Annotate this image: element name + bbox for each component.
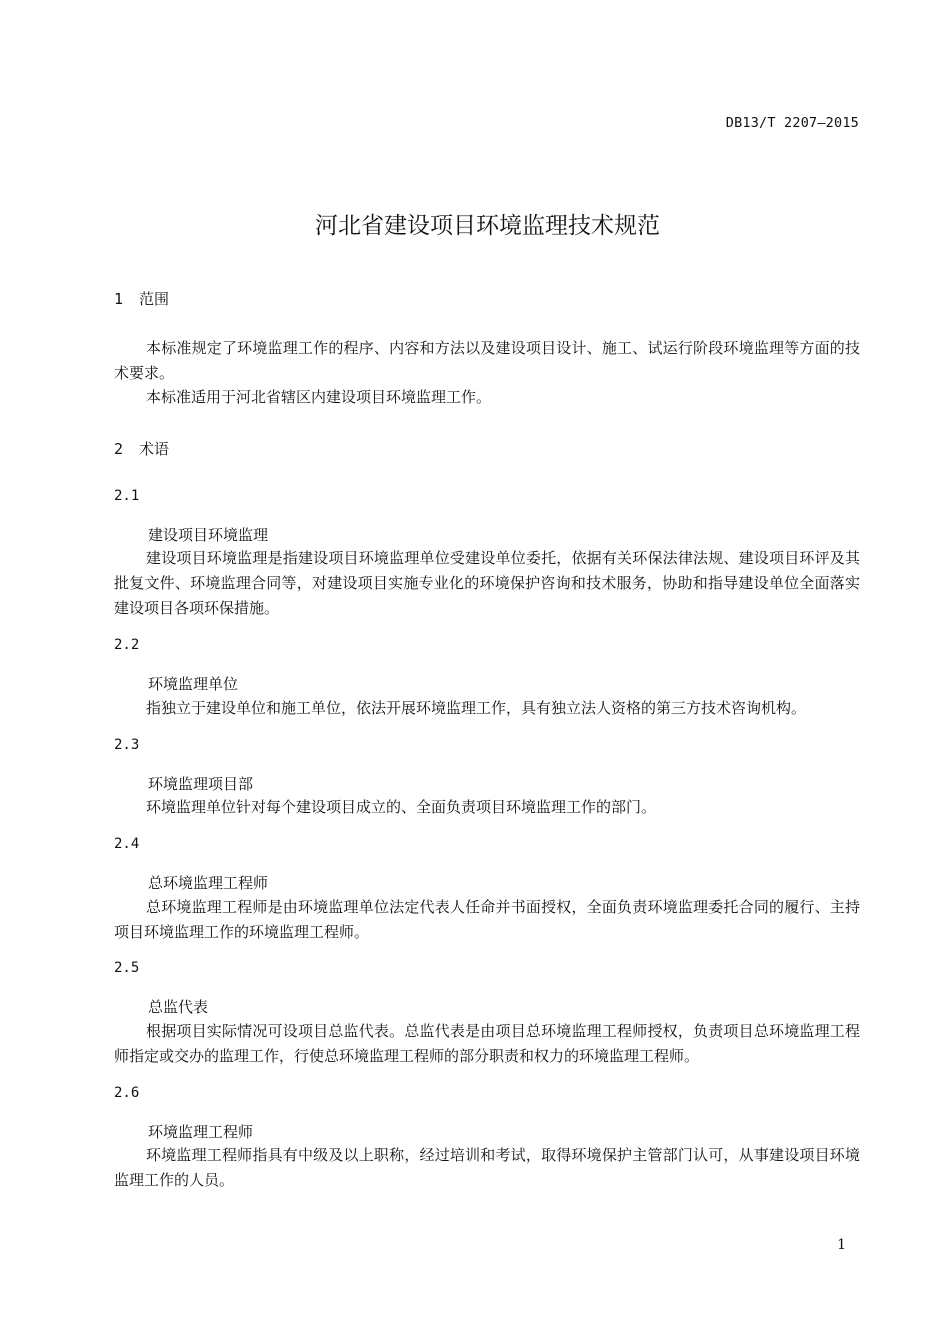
- term-number: 2.6: [114, 1085, 140, 1101]
- term-definition: 总环境监理工程师是由环境监理单位法定代表人任命并书面授权，全面负责环境监理委托合同的履行、主持项目环境监理工作的环境监理工程师。: [114, 898, 860, 941]
- term-number: 2.4: [114, 836, 140, 852]
- term-name: 建设项目环境监理: [148, 526, 269, 544]
- section-title: 范围: [139, 290, 170, 308]
- section-title: 术语: [139, 440, 170, 458]
- term-number: 2.3: [114, 737, 140, 753]
- term-number: 2.5: [114, 960, 140, 976]
- section-1-paragraph-2: 本标准适用于河北省辖区内建设项目环境监理工作。: [146, 388, 492, 406]
- term-number: 2.2: [114, 637, 140, 653]
- term-definition: 建设项目环境监理是指建设项目环境监理单位受建设单位委托，依据有关环保法律法规、建设项目环评及其批复文件、环境监理合同等，对建设项目实施专业化的环境保护咨询和技术服务，协助和指导建设单位全面落实建设项目各项环保措施。: [114, 549, 860, 617]
- section-2-heading: [114, 438, 169, 459]
- term-definition: 环境监理工程师指具有中级及以上职称，经过培训和考试，取得环境保护主管部门认可，从事建设项目环境监理工作的人员。: [114, 1146, 860, 1189]
- page-number: 1: [837, 1237, 846, 1253]
- term-definition: 根据项目实际情况可设项目总监代表。总监代表是由项目总环境监理工程师授权，负责项目总环境监理工程师指定或交办的监理工作，行使总环境监理工程师的部分职责和权力的环境监理工程师。: [114, 1022, 860, 1065]
- term-definition: 指独立于建设单位和施工单位，依法开展环境监理工作，具有独立法人资格的第三方技术咨询机构。: [146, 699, 807, 717]
- term-name: 总监代表: [148, 998, 209, 1016]
- term-name: 环境监理工程师: [148, 1123, 254, 1141]
- section-1-heading: [114, 288, 169, 309]
- term-number: 2.1: [114, 488, 140, 504]
- term-name: 环境监理单位: [148, 675, 239, 693]
- section-number: 1: [114, 290, 124, 308]
- term-name: 总环境监理工程师: [148, 874, 269, 892]
- section-number: 2: [114, 440, 124, 458]
- section-1-paragraph-1: 本标准规定了环境监理工作的程序、内容和方法以及建设项目设计、施工、试运行阶段环境监理等方面的技术要求。: [114, 339, 860, 382]
- standard-code: DB13/T 2207—2015: [725, 115, 859, 131]
- term-definition: 环境监理单位针对每个建设项目成立的、全面负责项目环境监理工作的部门。: [146, 798, 657, 816]
- term-name: 环境监理项目部: [148, 775, 254, 793]
- document-title: 河北省建设项目环境监理技术规范: [315, 213, 660, 239]
